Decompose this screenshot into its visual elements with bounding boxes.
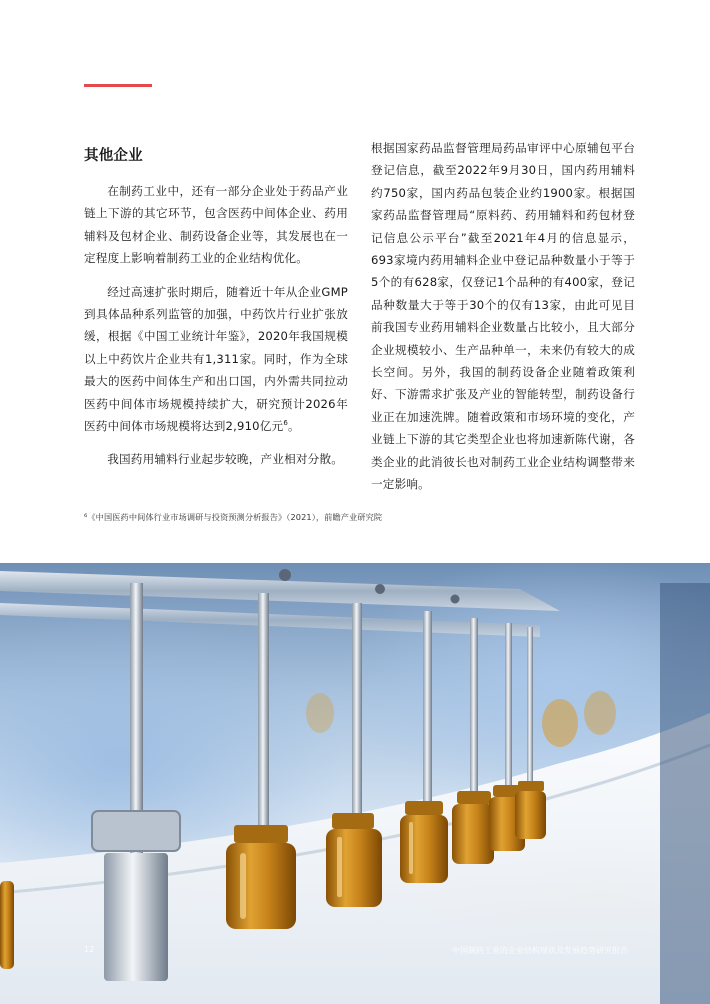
paragraph-excipients-detail: 根据国家药品监督管理局药品审评中心原辅包平台登记信息，截至2022年9月30日，国内药用辅料约750家，国内药品包装企业约1900家。根据国家药品监督管理局“原料药、药用辅料和药包材登记信息公示平台”截至2021年4月的信息显示，693家境内药用辅料企业中登记品种数量小于等于5个的有628家，仅登记1个品种的有400家，登记品种数量大于等于30个的仅有13家，由此可见目前我国专业药用辅料企业数量占比较小，且大部分企业规模较小、生产品种单一，未来仍有较大的成长空间。另外，我国的制药设备企业随着政策利好、下游需求扩张及产业的智能转型，制药设备行业正在加速洗牌。随着政策和市场环境的变化，产业链上下游的其它类型企业也将加速新陈代谢，各类企业的此消彼长也对制药工业企业结构调整带来一定影响。: [371, 141, 635, 492]
accent-bar: [84, 84, 152, 87]
right-column: [371, 137, 635, 496]
paragraph-excipients-intro: 我国药用辅料行业起步较晚，产业相对分散。: [107, 452, 344, 467]
running-title: 中国制药工业的企业结构现状及发展趋势研究报告: [452, 946, 628, 955]
paragraph-expansion: [84, 281, 348, 438]
paragraph-other-enterprises: 在制药工业中，还有一部分企业处于药品产业链上下游的其它环节，包含医药中间体企业、药用辅料及包材企业、制药设备企业等，其发展也在一定程度上影响着制药工业的企业结构优化。: [84, 184, 348, 266]
footnote-ref[interactable]: 6: [283, 419, 288, 428]
section-heading: 其他企业: [84, 148, 143, 164]
footnote: ⁶《中国医药中间体行业市场调研与投资预测分析报告》（2021），前瞻产业研究院: [84, 512, 383, 522]
paragraph-expansion-tail: 。: [287, 419, 300, 434]
paragraph-expansion-text: 经过高速扩张时期后，随着近十年从企业GMP到具体品种系列监管的加强，中药饮片行业扩张放缓，根据《中国工业统计年鉴》，2020年我国规模以上中药饮片企业共有1,311家。同时，作为全球最大的医药中间体生产和出口国，内外需共同拉动医药中间体市场规模持续扩大，研究预计2026年医药中间体市场规模将达到2,910亿元: [84, 284, 348, 434]
amber-vials-on-filling-line-icon: [0, 563, 710, 1004]
left-column: [84, 141, 348, 482]
production-line-photo: [0, 563, 710, 1004]
page-number: 12: [84, 945, 95, 954]
